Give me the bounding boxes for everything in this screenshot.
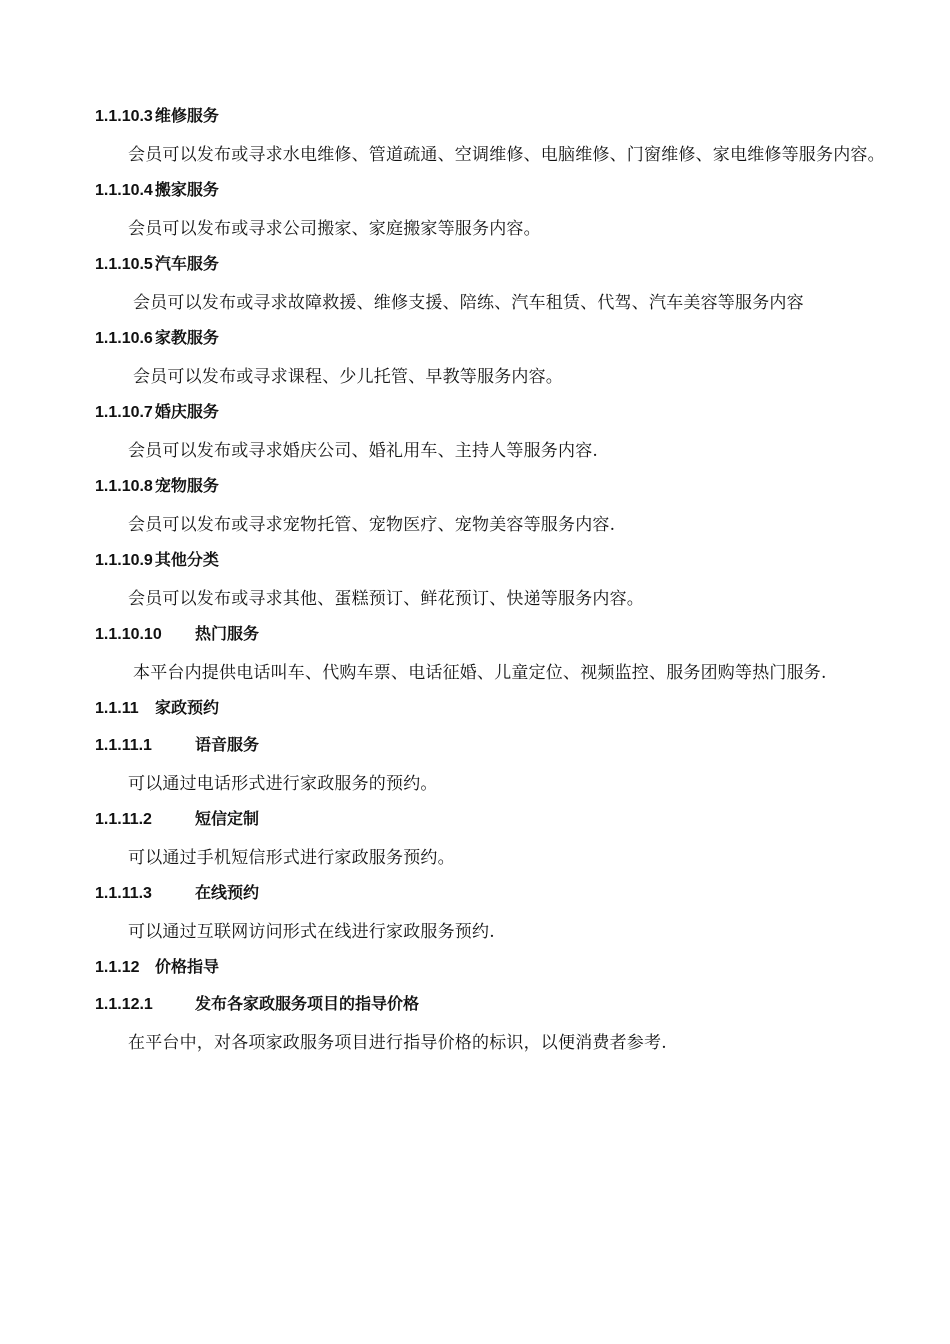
section-title: 婚庆服务 <box>154 404 219 421</box>
section-title: 其他分类 <box>154 552 219 569</box>
section-title: 热门服务 <box>195 626 260 643</box>
section-heading <box>95 951 885 988</box>
section-number: 1.1.12 <box>95 959 140 976</box>
section-heading <box>95 803 885 840</box>
section-text: 在平台中，对各项家政服务项目进行指导价格的标识，以便消费者参考. <box>128 1033 667 1053</box>
section-heading <box>95 470 885 507</box>
section-title: 汽车服务 <box>154 256 219 273</box>
section-number: 1.1.11 <box>95 700 139 717</box>
section-text: 会员可以发布或寻求课程、少儿托管、早教等服务内容。 <box>133 367 563 387</box>
section-title: 语音服务 <box>195 737 260 754</box>
section-number: 1.1.11.3 <box>95 885 152 902</box>
section-title: 价格指导 <box>155 959 220 976</box>
section-number: 1.1.10.5 <box>95 256 153 273</box>
section-title: 在线预约 <box>195 885 260 902</box>
section-heading <box>95 322 885 359</box>
section-number: 1.1.11.2 <box>95 811 152 828</box>
section-title: 维修服务 <box>154 108 219 125</box>
section-heading <box>95 877 885 914</box>
section-heading <box>95 692 885 729</box>
section-number: 1.1.10.4 <box>95 182 153 199</box>
section-text: 本平台内提供电话叫车、代购车票、电话征婚、儿童定位、视频监控、服务团购等热门服务. <box>133 663 827 683</box>
section-title: 短信定制 <box>195 811 260 828</box>
section-title: 发布各家政服务项目的指导价格 <box>195 996 420 1013</box>
section-heading <box>95 729 885 766</box>
section-title: 宠物服务 <box>154 478 219 495</box>
section-text: 会员可以发布或寻求故障救援、维修支援、陪练、汽车租赁、代驾、汽车美容等服务内容 <box>133 293 804 313</box>
section-text: 会员可以发布或寻求水电维修、管道疏通、空调维修、电脑维修、门窗维修、家电维修等服务内容。 <box>128 145 885 165</box>
section-heading <box>95 618 885 655</box>
section-text: 会员可以发布或寻求公司搬家、家庭搬家等服务内容。 <box>128 219 541 239</box>
section-text: 会员可以发布或寻求婚庆公司、婚礼用车、主持人等服务内容. <box>128 441 599 461</box>
section-heading <box>95 988 885 1025</box>
section-text: 可以通过互联网访问形式在线进行家政服务预约. <box>128 922 495 942</box>
section-heading <box>95 100 885 137</box>
section-heading <box>95 248 885 285</box>
section-number: 1.1.11.1 <box>95 737 152 754</box>
section-title: 家教服务 <box>154 330 219 347</box>
section-text: 会员可以发布或寻求其他、蛋糕预订、鲜花预订、快递等服务内容。 <box>128 589 644 609</box>
section-heading <box>95 544 885 581</box>
section-heading <box>95 174 885 211</box>
section-heading <box>95 396 885 433</box>
section-number: 1.1.10.10 <box>95 626 162 643</box>
section-text: 会员可以发布或寻求宠物托管、宠物医疗、宠物美容等服务内容. <box>128 515 616 535</box>
section-text: 可以通过电话形式进行家政服务的预约。 <box>128 774 438 794</box>
section-number: 1.1.12.1 <box>95 996 153 1013</box>
section-title: 家政预约 <box>155 700 220 717</box>
section-number: 1.1.10.8 <box>95 478 153 495</box>
section-number: 1.1.10.3 <box>95 108 153 125</box>
section-title: 搬家服务 <box>154 182 219 199</box>
section-text: 可以通过手机短信形式进行家政服务预约。 <box>128 848 455 868</box>
section-number: 1.1.10.9 <box>95 552 153 569</box>
section-number: 1.1.10.6 <box>95 330 153 347</box>
document-body <box>95 100 885 1062</box>
section-number: 1.1.10.7 <box>95 404 153 421</box>
